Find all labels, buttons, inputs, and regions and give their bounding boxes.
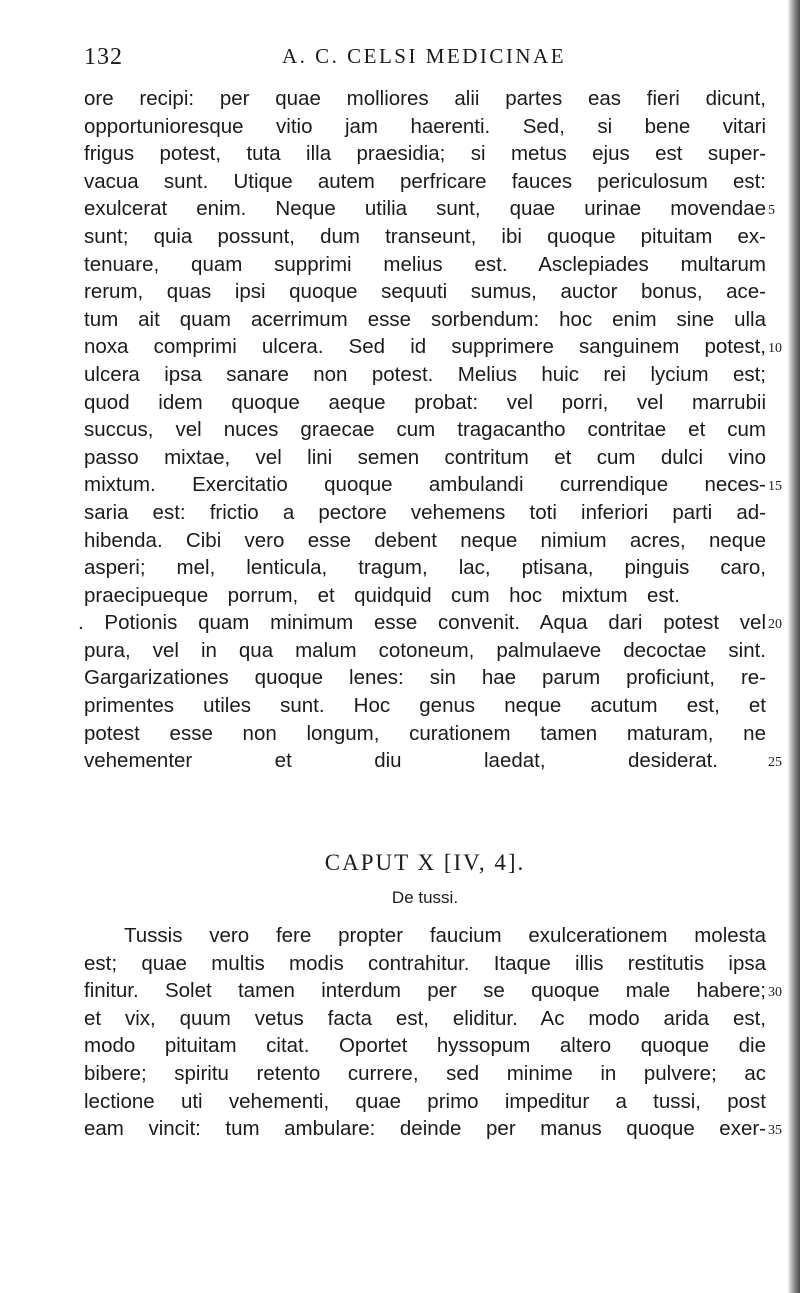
chapter-subtitle: De tussi. <box>391 888 459 907</box>
text-line <box>84 251 766 279</box>
line-number: 5 <box>768 203 775 219</box>
line-text: tenuare, quam supprimi melius est. Asclepiades multarum <box>84 252 766 276</box>
line-text: succus, vel nuces graecae cum tragacantho contritae et cum <box>84 418 766 442</box>
text-line <box>84 1005 766 1033</box>
text-line <box>84 444 766 472</box>
text-line <box>84 333 782 361</box>
text-line <box>84 664 766 692</box>
line-text: hibenda. Cibi vero esse debent neque nimium acres, neque <box>84 528 766 552</box>
text-line <box>84 113 766 141</box>
text-line <box>84 922 766 950</box>
line-text: modo pituitam citat. Oportet hyssopum altero quoque die <box>84 1034 766 1058</box>
line-text: ulcera ipsa sanare non potest. Melius huic rei lycium est; <box>84 362 766 386</box>
line-text: tum ait quam acerrimum esse sorbendum: hoc enim sine ulla <box>84 307 766 331</box>
line-text: noxa comprimi ulcera. Sed id supprimere sanguinem potest, <box>84 335 766 359</box>
line-text: quod idem quoque aeque probat: vel porri, vel marrubii <box>84 390 766 414</box>
running-title: A. C. CELSI MEDICINAE <box>281 44 567 68</box>
chapter-heading: CAPUT X [IV, 4]. <box>324 850 526 875</box>
text-line <box>84 1115 782 1143</box>
text-line <box>84 1060 766 1088</box>
text-line <box>84 416 766 444</box>
text-line <box>84 278 766 306</box>
text-line <box>84 582 766 610</box>
line-text: lectione uti vehementi, quae primo impeditur a tussi, post <box>84 1089 766 1113</box>
line-text: potest esse non longum, curationem tamen maturam, ne <box>84 721 766 745</box>
paragraph-de-tussi <box>84 922 782 1143</box>
text-line <box>84 692 766 720</box>
text-line <box>84 747 782 775</box>
line-text: asperi; mel, lenticula, tragum, lac, ptisana, pinguis caro, <box>84 556 766 580</box>
text-line <box>78 609 782 637</box>
line-text: et vix, quum vetus facta est, eliditur. Ac modo arida est, <box>84 1006 766 1030</box>
page-number: 132 <box>84 44 123 70</box>
paragraph-continuation <box>78 85 782 775</box>
text-line <box>84 977 782 1005</box>
line-text: saria est: frictio a pectore vehemens toti inferiori parti ad- <box>84 500 766 524</box>
line-text: pura, vel in qua malum cotoneum, palmulaeve decoctae sint. <box>84 638 766 662</box>
line-text: est; quae multis modis contrahitur. Itaque illis restitutis ipsa <box>84 951 766 975</box>
page-header <box>84 44 764 74</box>
line-number: 35 <box>768 1123 782 1139</box>
line-text: vacua sunt. Utique autem perfricare fauces periculosum est: <box>84 169 766 193</box>
line-text: eam vincit: tum ambulare: deinde per manus quoque exer- <box>84 1117 766 1141</box>
text-line <box>84 1088 766 1116</box>
line-text: finitur. Solet tamen interdum per se quoque male habere; <box>84 979 766 1003</box>
text-line <box>84 471 782 499</box>
text-line <box>84 527 766 555</box>
line-number: 20 <box>768 617 782 633</box>
line-text: ore recipi: per quae molliores alii partes eas fieri dicunt, <box>84 87 766 110</box>
text-line <box>84 1032 766 1060</box>
text-line <box>84 637 766 665</box>
line-text: bibere; spiritu retento currere, sed minime in pulvere; ac <box>84 1061 766 1085</box>
line-number: 30 <box>768 985 782 1001</box>
line-text: Tussis vero fere propter faucium exulcerationem molesta <box>124 924 766 947</box>
line-text: vehementer et diu laedat, desiderat. <box>84 749 718 773</box>
line-number: 15 <box>768 479 782 495</box>
text-line <box>84 85 766 113</box>
text-line <box>84 306 766 334</box>
text-line <box>84 168 766 196</box>
text-line <box>84 389 766 417</box>
line-text: exulcerat enim. Neque utilia sunt, quae urinae movendae <box>84 197 766 221</box>
text-line <box>84 361 766 389</box>
line-number: 10 <box>768 341 782 357</box>
text-line <box>84 499 766 527</box>
text-line <box>84 554 766 582</box>
text-line <box>84 223 766 251</box>
line-number: 25 <box>768 755 782 771</box>
line-text: primentes utiles sunt. Hoc genus neque acutum est, et <box>84 694 766 718</box>
line-text: mixtum. Exercitatio quoque ambulandi currendique neces- <box>84 473 766 497</box>
line-text: praecipueque porrum, et quidquid cum hoc mixtum est. <box>84 583 680 607</box>
line-text: passo mixtae, vel lini semen contritum et cum dulci vino <box>84 445 766 469</box>
line-text: Gargarizationes quoque lenes: sin hae parum proficiunt, re- <box>84 666 766 690</box>
line-text: . Potionis quam minimum esse convenit. Aqua dari potest vel <box>78 611 766 635</box>
text-line <box>84 195 775 223</box>
text-line <box>84 950 766 978</box>
line-text: opportunioresque vitio jam haerenti. Sed, si bene vitari <box>84 114 766 138</box>
line-text: rerum, quas ipsi quoque sequuti sumus, auctor bonus, ace- <box>84 280 766 304</box>
line-text: sunt; quia possunt, dum transeunt, ibi quoque pituitam ex- <box>84 224 766 248</box>
text-line <box>84 140 766 168</box>
line-text: frigus potest, tuta illa praesidia; si metus ejus est super- <box>84 142 766 166</box>
page-edge-shadow <box>788 0 800 1293</box>
text-line <box>84 720 766 748</box>
